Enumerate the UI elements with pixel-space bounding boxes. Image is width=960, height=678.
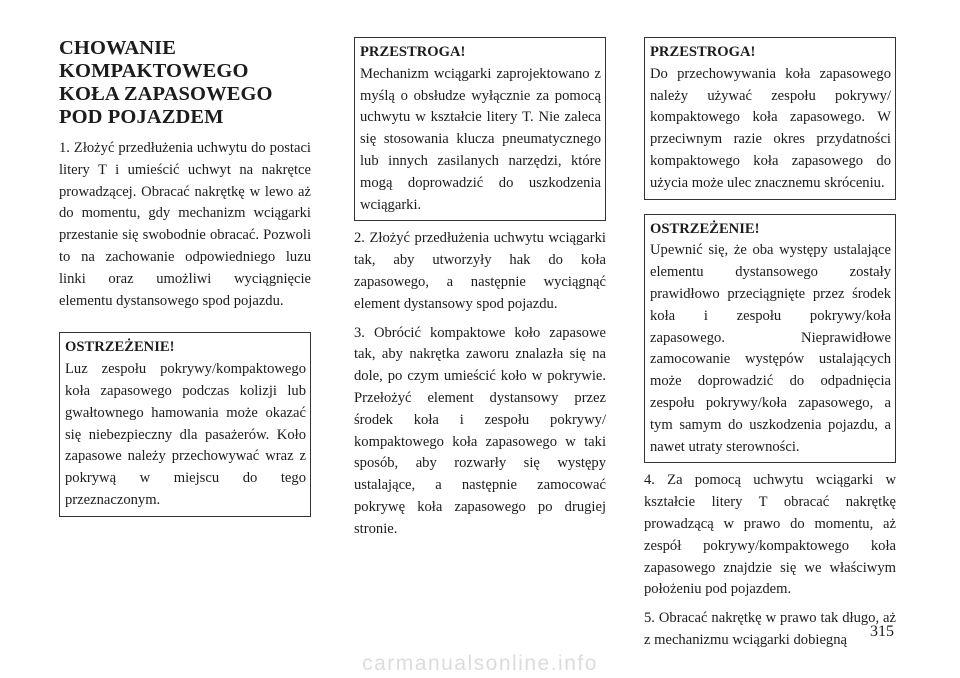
- column-right: [644, 37, 896, 659]
- step-1-text: 1. Złożyć przedłużenia uchwytu do postaci litery T i umieścić uchwyt na nakrętce prowadzącej. Obracać nakrętkę w lewo aż do momentu, gdy mechanizm wciągarki przestanie się swobodnie obracać. Pozwoli to na zachowanie odpowiedniego luzu linki oraz umożliwi wyciągnięcie elementu dystansowego spod pojazdu.: [59, 140, 311, 309]
- warning-title: OSTRZEŻENIE!: [65, 339, 175, 356]
- warning-text: Luz zespołu pokrywy/kompaktowego koła zapasowego podczas kolizji lub gwałtownego hamowania może okazać się niebezpieczny dla pasażerów. Koło zapasowe należy przechowywać wraz z pokrywą w miejscu do tego przeznaczonym.: [65, 361, 306, 508]
- step-2-text: 2. Złożyć przedłużenia uchwytu wciągarki tak, aby utworzyły hak do koła zapasowego, a następnie wyciągnąć element dystansowy spod pojazdu.: [354, 230, 606, 312]
- warning-box: [644, 214, 896, 464]
- caution-text: Do przechowywania koła zapasowego należy używać zespołu pokrywy/ kompaktowego koła zapasowego. W przeciwnym razie okres przydatności kompaktowego koła zapasowego do użycia może ulec znacznemu skróceniu.: [650, 65, 891, 191]
- step-5-text: 5. Obracać nakrętkę w prawo tak długo, aż z mechanizmu wciągarki dobiegną: [644, 610, 896, 648]
- caution-title: PRZESTROGA!: [360, 44, 466, 60]
- column-left: [59, 37, 311, 524]
- caution-box: [644, 37, 896, 200]
- page-number: 315: [870, 623, 894, 640]
- caution-title: PRZESTROGA!: [650, 44, 756, 60]
- step-3-text: 3. Obrócić kompaktowe koło zapasowe tak, aby nakrętka zaworu znalazła się na dole, po czym umieścić koło w pokrywie. Przełożyć element dystansowy przez środek koła i zespołu pokrywy/ kompaktowego koła zapasowego w taki sposób, aby rozwarły się występy ustalające, a następnie zamocować pokrywę koła zapasowego po drugiej stronie.: [354, 324, 606, 537]
- caution-text: Mechanizm wciągarki zaprojektowano z myślą o obsłudze wyłącznie za pomocą uchwytu w kształcie litery T. Nie zaleca się stosowania klucza pneumatycznego lub innych zasilanych narzędzi, które mogą doprowadzić do uszkodzenia wciągarki.: [360, 65, 601, 213]
- section-heading: CHOWANIE KOMPAKTOWEGO KOŁA ZAPASOWEGO POD POJAZDEM: [59, 37, 273, 128]
- warning-box: [59, 332, 311, 516]
- watermark: carmanualsonline.info: [362, 652, 598, 675]
- warning-text: Upewnić się, że oba występy ustalające elementu dystansowego zostały prawidłowo przeciągnięte przez środek koła i zespołu pokrywy/koła zapasowego. Nieprawidłowe zamocowanie występów ustalających może doprowadzić do odpadnięcia zespołu pokrywy/koła zapasowego, a tym samym do uszkodzenia pojazdu, a nawet utraty sterowności.: [650, 242, 891, 455]
- caution-box: [354, 37, 606, 221]
- warning-title: OSTRZEŻENIE!: [650, 220, 760, 237]
- column-middle: [354, 37, 606, 548]
- step-4-text: 4. Za pomocą uchwytu wciągarki w kształcie litery T obracać nakrętkę prowadzącą w prawo do momentu, aż zespół pokrywy/kompaktowego koła zapasowego znajdzie się we właściwym położeniu pod pojazdem.: [644, 472, 896, 598]
